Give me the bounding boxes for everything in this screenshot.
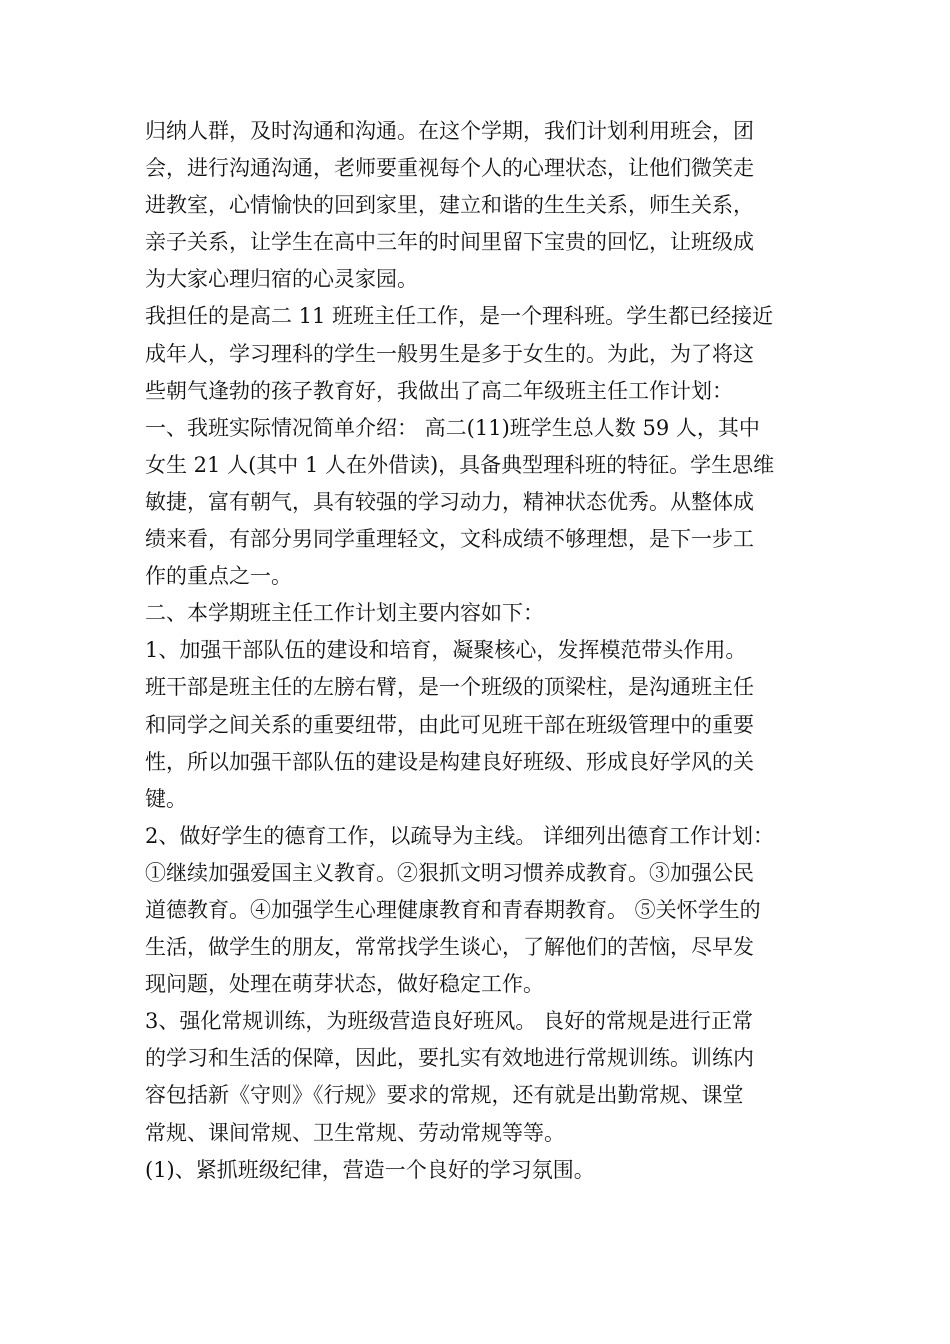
document-line: 为大家心理归宿的心灵家园。 <box>145 267 418 292</box>
document-line: 些朝气逢勃的孩子教育好，我做出了高二年级班主任工作计划： <box>145 378 733 403</box>
document-line: 敏捷，富有朝气，具有较强的学习动力，精神状态优秀。从整体成 <box>145 489 754 514</box>
document-line: 会，进行沟通沟通，老师要重视每个人的心理状态，让他们微笑走 <box>145 156 754 181</box>
document-line: 进教室，心情愉快的回到家里，建立和谐的生生关系，师生关系， <box>145 193 754 218</box>
document-line: ①继续加强爱国主义教育。②狠抓文明习惯养成教育。③加强公民 <box>145 860 754 885</box>
document-line: 生活，做学生的朋友，常常找学生谈心，了解他们的苦恼，尽早发 <box>145 935 754 960</box>
document-line: 亲子关系，让学生在高中三年的时间里留下宝贵的回忆，让班级成 <box>145 230 754 255</box>
document-line: 容包括新《守则》《行规》要求的常规，还有就是出勤常规、课堂 <box>145 1083 744 1108</box>
document-line: 常规、课间常规、卫生常规、劳动常规等等。 <box>145 1120 565 1145</box>
document-line: 键。 <box>145 786 187 811</box>
document-line: 成年人，学习理科的学生一般男生是多于女生的。为此，为了将这 <box>145 341 754 366</box>
document-line: 归纳人群，及时沟通和沟通。在这个学期，我们计划利用班会，团 <box>145 119 754 143</box>
document-line: 和同学之间关系的重要纽带，由此可见班干部在班级管理中的重要 <box>145 712 754 737</box>
document-line: 班干部是班主任的左膀右臂，是一个班级的顶梁柱，是沟通班主任 <box>145 675 754 700</box>
document-line: (1)、紧抓班级纪律，营造一个良好的学习氛围。 <box>145 1157 595 1182</box>
document-line: 的学习和生活的保障，因此，要扎实有效地进行常规训练。训练内 <box>145 1046 754 1071</box>
document-line: 3、强化常规训练，为班级营造良好班风。 良好的常规是进行正常 <box>145 1009 754 1034</box>
document-line: 女生 21 人(其中 1 人在外借读)，具备典型理科班的特征。学生思维 <box>145 452 775 477</box>
document-line: 道德教育。④加强学生心理健康教育和青春期教育。 ⑤关怀学生的 <box>145 897 761 922</box>
document-line: 我担任的是高二 11 班班主任工作，是一个理科班。学生都已经接近 <box>145 304 774 329</box>
document-line: 二、本学期班主任工作计划主要内容如下： <box>145 601 544 626</box>
document-body <box>145 113 815 1189</box>
document-line: 性，所以加强干部队伍的建设是构建良好班级、形成良好学风的关 <box>145 749 754 774</box>
document-line: 一、我班实际情况简单介绍： 高二(11)班学生总人数 59 人，其中 <box>145 415 760 440</box>
document-line: 现问题，处理在萌芽状态，做好稳定工作。 <box>145 972 544 997</box>
document-line: 绩来看，有部分男同学重理轻文，文科成绩不够理想，是下一步工 <box>145 527 754 552</box>
document-line: 作的重点之一。 <box>145 564 292 589</box>
document-line: 1、加强干部队伍的建设和培育，凝聚核心，发挥模范带头作用。 <box>145 638 747 663</box>
document-line: 2、做好学生的德育工作，以疏导为主线。 详细列出德育工作计划： <box>145 823 775 848</box>
